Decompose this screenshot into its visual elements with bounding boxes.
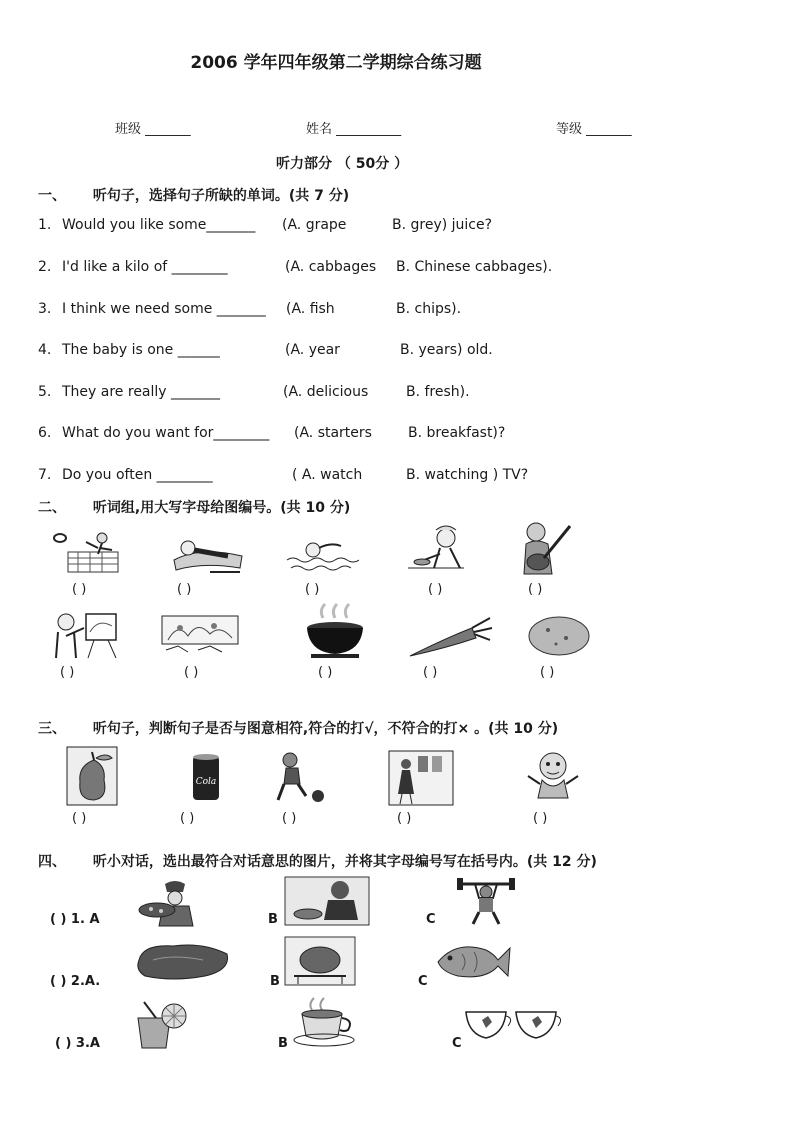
section3-instruction: 听句子，判断句子是否与图意相符,符合的打√，不符合的打× 。(共 10 分) (92, 721, 559, 737)
q4-3-c-label: C (452, 1036, 462, 1051)
q4-1-c-label: C (426, 912, 436, 927)
option-a: (A. cabbages (285, 259, 377, 275)
question-stem: I think we need some _______ (62, 301, 266, 317)
page-title: 2006 学年四年级第二学期综合练习题 (190, 53, 482, 73)
chef-pizza-icon (133, 880, 209, 928)
option-b: B. watching ) TV? (406, 467, 529, 483)
q4-2-b-label: B (270, 974, 280, 989)
cooking-icon (404, 522, 468, 572)
section1-number: 一、 (38, 188, 66, 204)
answer-blank[interactable]: ( ) (428, 582, 443, 597)
question-stem: The baby is one ______ (62, 342, 220, 358)
option-a: (A. starters (294, 425, 372, 441)
steak-icon (133, 936, 233, 986)
option-b: B. fresh). (406, 384, 470, 400)
section4-number: 四、 (38, 854, 66, 870)
class-blank: _______ (145, 122, 191, 137)
cola-can-icon (190, 752, 222, 804)
answer-blank[interactable]: ( ) (72, 811, 87, 826)
option-a: (A. delicious (283, 384, 369, 400)
answer-blank[interactable]: ( ) (528, 582, 543, 597)
answer-blank[interactable]: ( ) (60, 665, 75, 680)
carrot-icon (406, 614, 494, 662)
question-number: 4. (38, 342, 52, 358)
option-b: B. Chinese cabbages). (396, 259, 553, 275)
question-number: 2. (38, 259, 52, 275)
answer-blank[interactable]: ( ) (184, 665, 199, 680)
dancing-girl-icon (524, 750, 582, 808)
question-stem: Do you often ________ (62, 467, 213, 483)
grade-label: 等级 (556, 122, 583, 137)
class-field (115, 118, 191, 137)
answer-blank[interactable]: ( ) (180, 811, 195, 826)
option-b: B. chips). (396, 301, 462, 317)
answer-blank[interactable]: ( ) (533, 811, 548, 826)
pear-icon (66, 746, 118, 806)
option-b: B. years) old. (400, 342, 493, 358)
q4-1-b-label: B (268, 912, 278, 927)
section4-instruction: 听小对话，选出最符合对话意思的图片，并将其字母编号写在括号内。(共 12 分) (92, 854, 597, 870)
clothes-shop-icon (388, 750, 454, 806)
fish-icon (432, 936, 512, 986)
football-boy-icon (272, 750, 330, 806)
tea-cups-icon (462, 1002, 566, 1046)
name-label: 姓名 (306, 122, 333, 137)
option-b: B. breakfast)? (408, 425, 506, 441)
swimming-icon (283, 536, 359, 576)
grade-blank: _______ (586, 122, 632, 137)
answer-blank[interactable]: ( ) (72, 582, 87, 597)
picnic-icon (158, 612, 242, 656)
question-number: 7. (38, 467, 52, 483)
q4-2-c-label: C (418, 974, 428, 989)
section2-header (38, 497, 350, 517)
answer-blank[interactable]: ( ) (423, 665, 438, 680)
option-a: ( A. watch (292, 467, 363, 483)
question-stem: I'd like a kilo of ________ (62, 259, 228, 275)
potato-icon (526, 614, 592, 658)
q4-2-prefix: ( ) 2.A. (50, 974, 101, 989)
section3-header (38, 718, 558, 738)
option-a: (A. grape (282, 217, 347, 233)
answer-blank[interactable]: ( ) (282, 811, 297, 826)
weightlifter-icon (455, 876, 517, 926)
sleeping-boy-icon (170, 532, 246, 576)
section4-header (38, 851, 597, 871)
name-field (306, 118, 401, 137)
option-a: (A. fish (286, 301, 335, 317)
tennis-icon (50, 528, 126, 576)
question-stem: What do you want for________ (62, 425, 270, 441)
question-number: 3. (38, 301, 52, 317)
svg-text:Cola: Cola (195, 777, 217, 787)
eating-person-icon (284, 876, 370, 926)
orange-juice-icon (130, 1000, 190, 1052)
soup-pot-icon (303, 602, 367, 660)
option-b: B. grey) juice? (392, 217, 493, 233)
painting-icon (50, 608, 126, 660)
answer-blank[interactable]: ( ) (305, 582, 320, 597)
question-number: 5. (38, 384, 52, 400)
answer-blank[interactable]: ( ) (318, 665, 333, 680)
roast-chicken-icon (284, 936, 356, 986)
listening-header: 听力部分 （ 50分 ） (276, 156, 409, 172)
answer-blank[interactable]: ( ) (540, 665, 555, 680)
section1-header (38, 185, 349, 205)
q4-3-b-label: B (278, 1036, 288, 1051)
question-stem: Would you like some_______ (62, 217, 256, 233)
q4-3-prefix: ( ) 3.A (55, 1036, 100, 1051)
section3-number: 三、 (38, 721, 66, 737)
class-label: 班级 (115, 122, 142, 137)
guitar-icon (516, 518, 576, 578)
q4-1-prefix: ( ) 1. A (50, 912, 100, 927)
section2-instruction: 听词组,用大写字母给图编号。(共 10 分) (92, 500, 351, 516)
answer-blank[interactable]: ( ) (397, 811, 412, 826)
question-number: 1. (38, 217, 52, 233)
name-blank: __________ (336, 122, 402, 137)
section2-number: 二、 (38, 500, 66, 516)
coffee-cup-icon (292, 996, 362, 1052)
question-number: 6. (38, 425, 52, 441)
section1-instruction: 听句子，选择句子所缺的单词。(共 7 分) (92, 188, 350, 204)
answer-blank[interactable]: ( ) (177, 582, 192, 597)
question-stem: They are really _______ (62, 384, 221, 400)
grade-field (556, 118, 632, 137)
option-a: (A. year (285, 342, 340, 358)
